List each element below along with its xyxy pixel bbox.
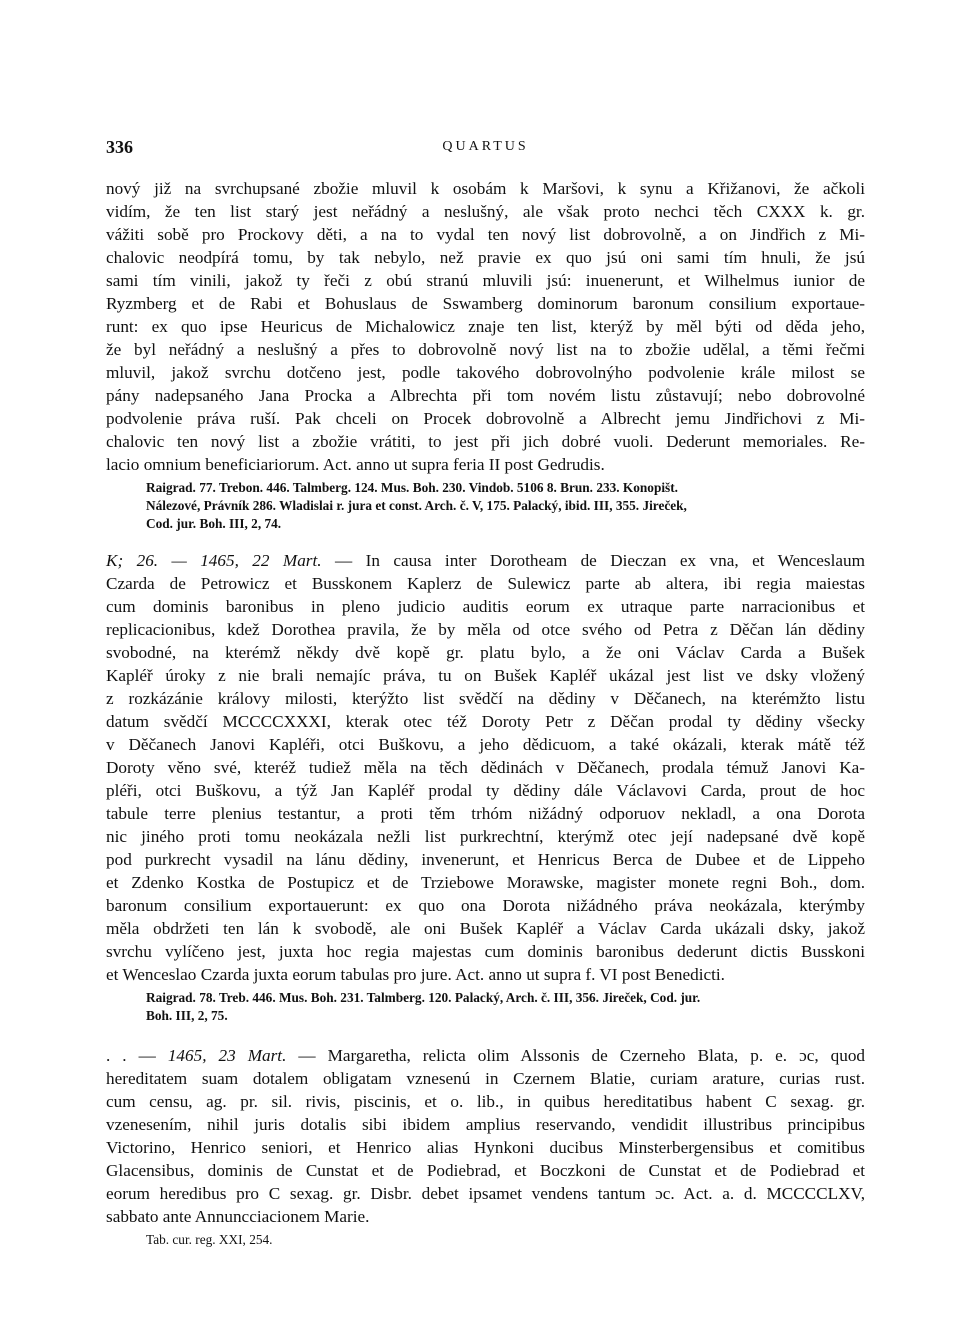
entry-2-heading: K; 26. — 1465, 22 Mart. xyxy=(106,551,322,570)
text-line: vzenesením, nihil juris dotalis sibi ibidem amplius reservando, vendidit illustribus principibus xyxy=(106,1115,865,1134)
entry-2-first-line-text: — In causa inter Dorotheam de Dieczan ex vna, et Wenceslaum xyxy=(321,551,865,570)
text-line: svrchu vylíčeno jest, juxta hoc regia majestas cum dominis baronibus dederunt dictis Busskoni xyxy=(106,942,865,961)
entry-2-first-line xyxy=(106,549,865,572)
text-line: Ryzmberg et de Rabi et Bohuslaus de Sswamberg dominorum baronum consilium exportaue- xyxy=(106,294,865,313)
text-line: Boh. III, 2, 75. xyxy=(146,1008,228,1023)
entry-1-references xyxy=(106,479,865,533)
text-line: že byl neřádný a neslušný a přes to dobrovolně nový list na to zbožie udělal, a těmi řečmi xyxy=(106,340,865,359)
running-head: QUARTUS xyxy=(442,139,529,154)
entry-2-references xyxy=(106,989,865,1025)
text-line: chalovic neodpírá tomu, by tak nebylo, než pravie ex quo jsú oni sami tím hnuli, že jsú xyxy=(106,248,865,267)
text-line: sabbato ante Annuncciacionem Marie. xyxy=(106,1207,370,1226)
text-line: eorum heredibus pro C sexag. gr. Disbr. debet ipsamet vendens tantum ɔc. Act. a. d. MCCCCLXV, xyxy=(106,1184,865,1203)
spacer xyxy=(106,1025,865,1044)
text-line: baronum consilium exportauerunt: ex quo ona Dorota nižádného práva neokázala, kterýmby xyxy=(106,896,865,915)
text-line: runt: ex quo ipse Heuricus de Michalowicz znaje ten list, kterýž by měl býti od děda jeho, xyxy=(106,317,865,336)
entry-3-first-line-text: — Margaretha, relicta olim Alssonis de Czerneho Blata, p. e. ɔc, quod xyxy=(286,1046,866,1065)
text-line: Kapléř úroky z nie brali nemajíc práva, tu on Bušek Kapléř ukázal jest list ve dsky vložený xyxy=(106,666,865,685)
text-line: replicacionibus, kdež Dorothea pravila, že by měla od otce svého od Petra z Děčan lán dědiny xyxy=(106,620,865,639)
text-line: lacio omnium beneficiariorum. Act. anno ut supra feria II post Gedrudis. xyxy=(106,455,605,474)
text-line: Doroty věno své, kteréž tudiež měla na těch dědinách v Děčanech, prodala témuž Janovi Ka- xyxy=(106,758,865,777)
entry-2-text xyxy=(106,549,865,986)
entry-3-first-line xyxy=(106,1044,865,1067)
text-line: et Zdenko Kostka de Postupicz et de Trziebowe Morawske, magister monete regni Boh., dom. xyxy=(106,873,865,892)
text-line: tabule terre plenius testantur, a proti těm trhóm nižádný odporuov nekladl, a ona Dorota xyxy=(106,804,865,823)
text-line: Tab. cur. reg. XXI, 254. xyxy=(146,1232,273,1247)
text-line: sami tím vinili, jakož ty řeči z obú stranú mluvili jsú: inuenerunt, et Wilhelmus iunior de xyxy=(106,271,865,290)
page-number: 336 xyxy=(106,137,133,157)
text-line: pod purkrecht vysadil na lánu dědiny, invenerunt, et Henricus Berca de Dubee et de Lippeho xyxy=(106,850,865,869)
text-line: cum censu, ag. pr. sil. rivis, piscinis, et o. lib., in quibus hereditatibus habent C sexag. gr. xyxy=(106,1092,865,1111)
entry-3-heading-prefix: . . — xyxy=(106,1046,168,1065)
text-line: z rozkázánie královy milosti, kterýžto list svědčí na dědiny v Děčanech, na kterémžto listu xyxy=(106,689,865,708)
text-line: podvolenie práva ruší. Pak chceli on Procek dobrovolně a Albrecht jemu Jindřichovi z Mi- xyxy=(106,409,865,428)
text-line: cum dominis baronibus in pleno judicio auditis eorum ex utraque parte narracionibus et xyxy=(106,597,865,616)
entry-3-heading: 1465, 23 Mart. xyxy=(167,1046,287,1065)
text-line: Victorino, Henrico seniori, et Henrico alias Hynkoni ducibus Minsterbergensibus et comitibus xyxy=(106,1138,865,1157)
text-line: pány nadepsaného Jana Procka a Albrechta při tom novém listu zůstavují; nebo dobrovolné xyxy=(106,386,865,405)
text-line: Czarda de Petrowicz et Busskonem Kaplerz de Sulewicz parte ab altera, ibi regia maiestas xyxy=(106,574,865,593)
text-line: Glacensibus, dominis de Cunstat et de Podiebrad, et Boczkoni de Cunstat et de Podiebrad et xyxy=(106,1161,865,1180)
entry-3-references xyxy=(106,1231,865,1249)
text-line: datum svědčí MCCCCXXXI, kterak otec též Doroty Petr z Děčan prodal ty dědiny všecky xyxy=(106,712,865,731)
text-line: chalovic ten nový list a zbožie vrátiti, to jest při jich dobré vuoli. Dederunt memoriales. Re- xyxy=(106,432,865,451)
text-line: Nálezové, Právník 286. Wladislai r. jura et const. Arch. č. V, 175. Palacký, ibid. III, 355. Jireček, xyxy=(146,498,687,513)
text-line: Raigrad. 78. Treb. 446. Mus. Boh. 231. Talmberg. 120. Palacký, Arch. č. III, 356. Jireček, Cod. jur. xyxy=(146,990,701,1005)
text-line: vážiti sobě pro Prockovy děti, a na to vydal ten nový list dobrovolně, a on Jindřich z Mi- xyxy=(106,225,865,244)
text-line: měla obdržeti ten lán k svobodě, ale oni Bušek Kapléř a Václav Carda ukázali dsky, jakož xyxy=(106,919,865,938)
text-line: v Děčanech Janovi Kapléři, otci Buškovu, a jeho dědicuom, a také okázali, kterak mátě též xyxy=(106,735,865,754)
entry-1-text xyxy=(106,177,865,476)
text-line: mluvil, jakož svrchu dotčeno jest, podle takového dobrovolnýho podvolenie krále milost se xyxy=(106,363,865,382)
text-line: pléři, otci Buškovu, a týž Jan Kapléř prodal ty dědiny dále Václavovi Carda, prout de hoc xyxy=(106,781,865,800)
text-line: nový již na svrchupsané zbožie mluvil k osobám k Maršovi, k synu a Křižanovi, že ačkoli xyxy=(106,179,865,198)
text-line: nic jiného proti tomu neokázala nežli list purkrechtní, kterýmž otec její nadepsané dvě kopě xyxy=(106,827,865,846)
text-line: svobodné, na kterémž někdy dvě kopě gr. platu bylo, a že oni Václav Carda a Bušek xyxy=(106,643,865,662)
entry-3-text xyxy=(106,1044,865,1228)
text-line: Raigrad. 77. Trebon. 446. Talmberg. 124. Mus. Boh. 230. Vindob. 5106 8. Brun. 233. Konopišt. xyxy=(146,480,678,495)
text-line: et Wenceslao Czarda juxta eorum tabulas pro jure. Act. anno ut supra f. VI post Benedicti. xyxy=(106,965,725,984)
page-header xyxy=(106,137,865,177)
text-line: hereditatem suam dotalem obligatam vznesenú in Czernem Blatie, curiam arature, curias rust. xyxy=(106,1069,865,1088)
text-line: Cod. jur. Boh. III, 2, 74. xyxy=(146,516,282,531)
text-line: vidím, že ten list starý jest neřádný a neslušný, ale však proto nechci těch CXXX k. gr. xyxy=(106,202,865,221)
spacer xyxy=(106,533,865,549)
